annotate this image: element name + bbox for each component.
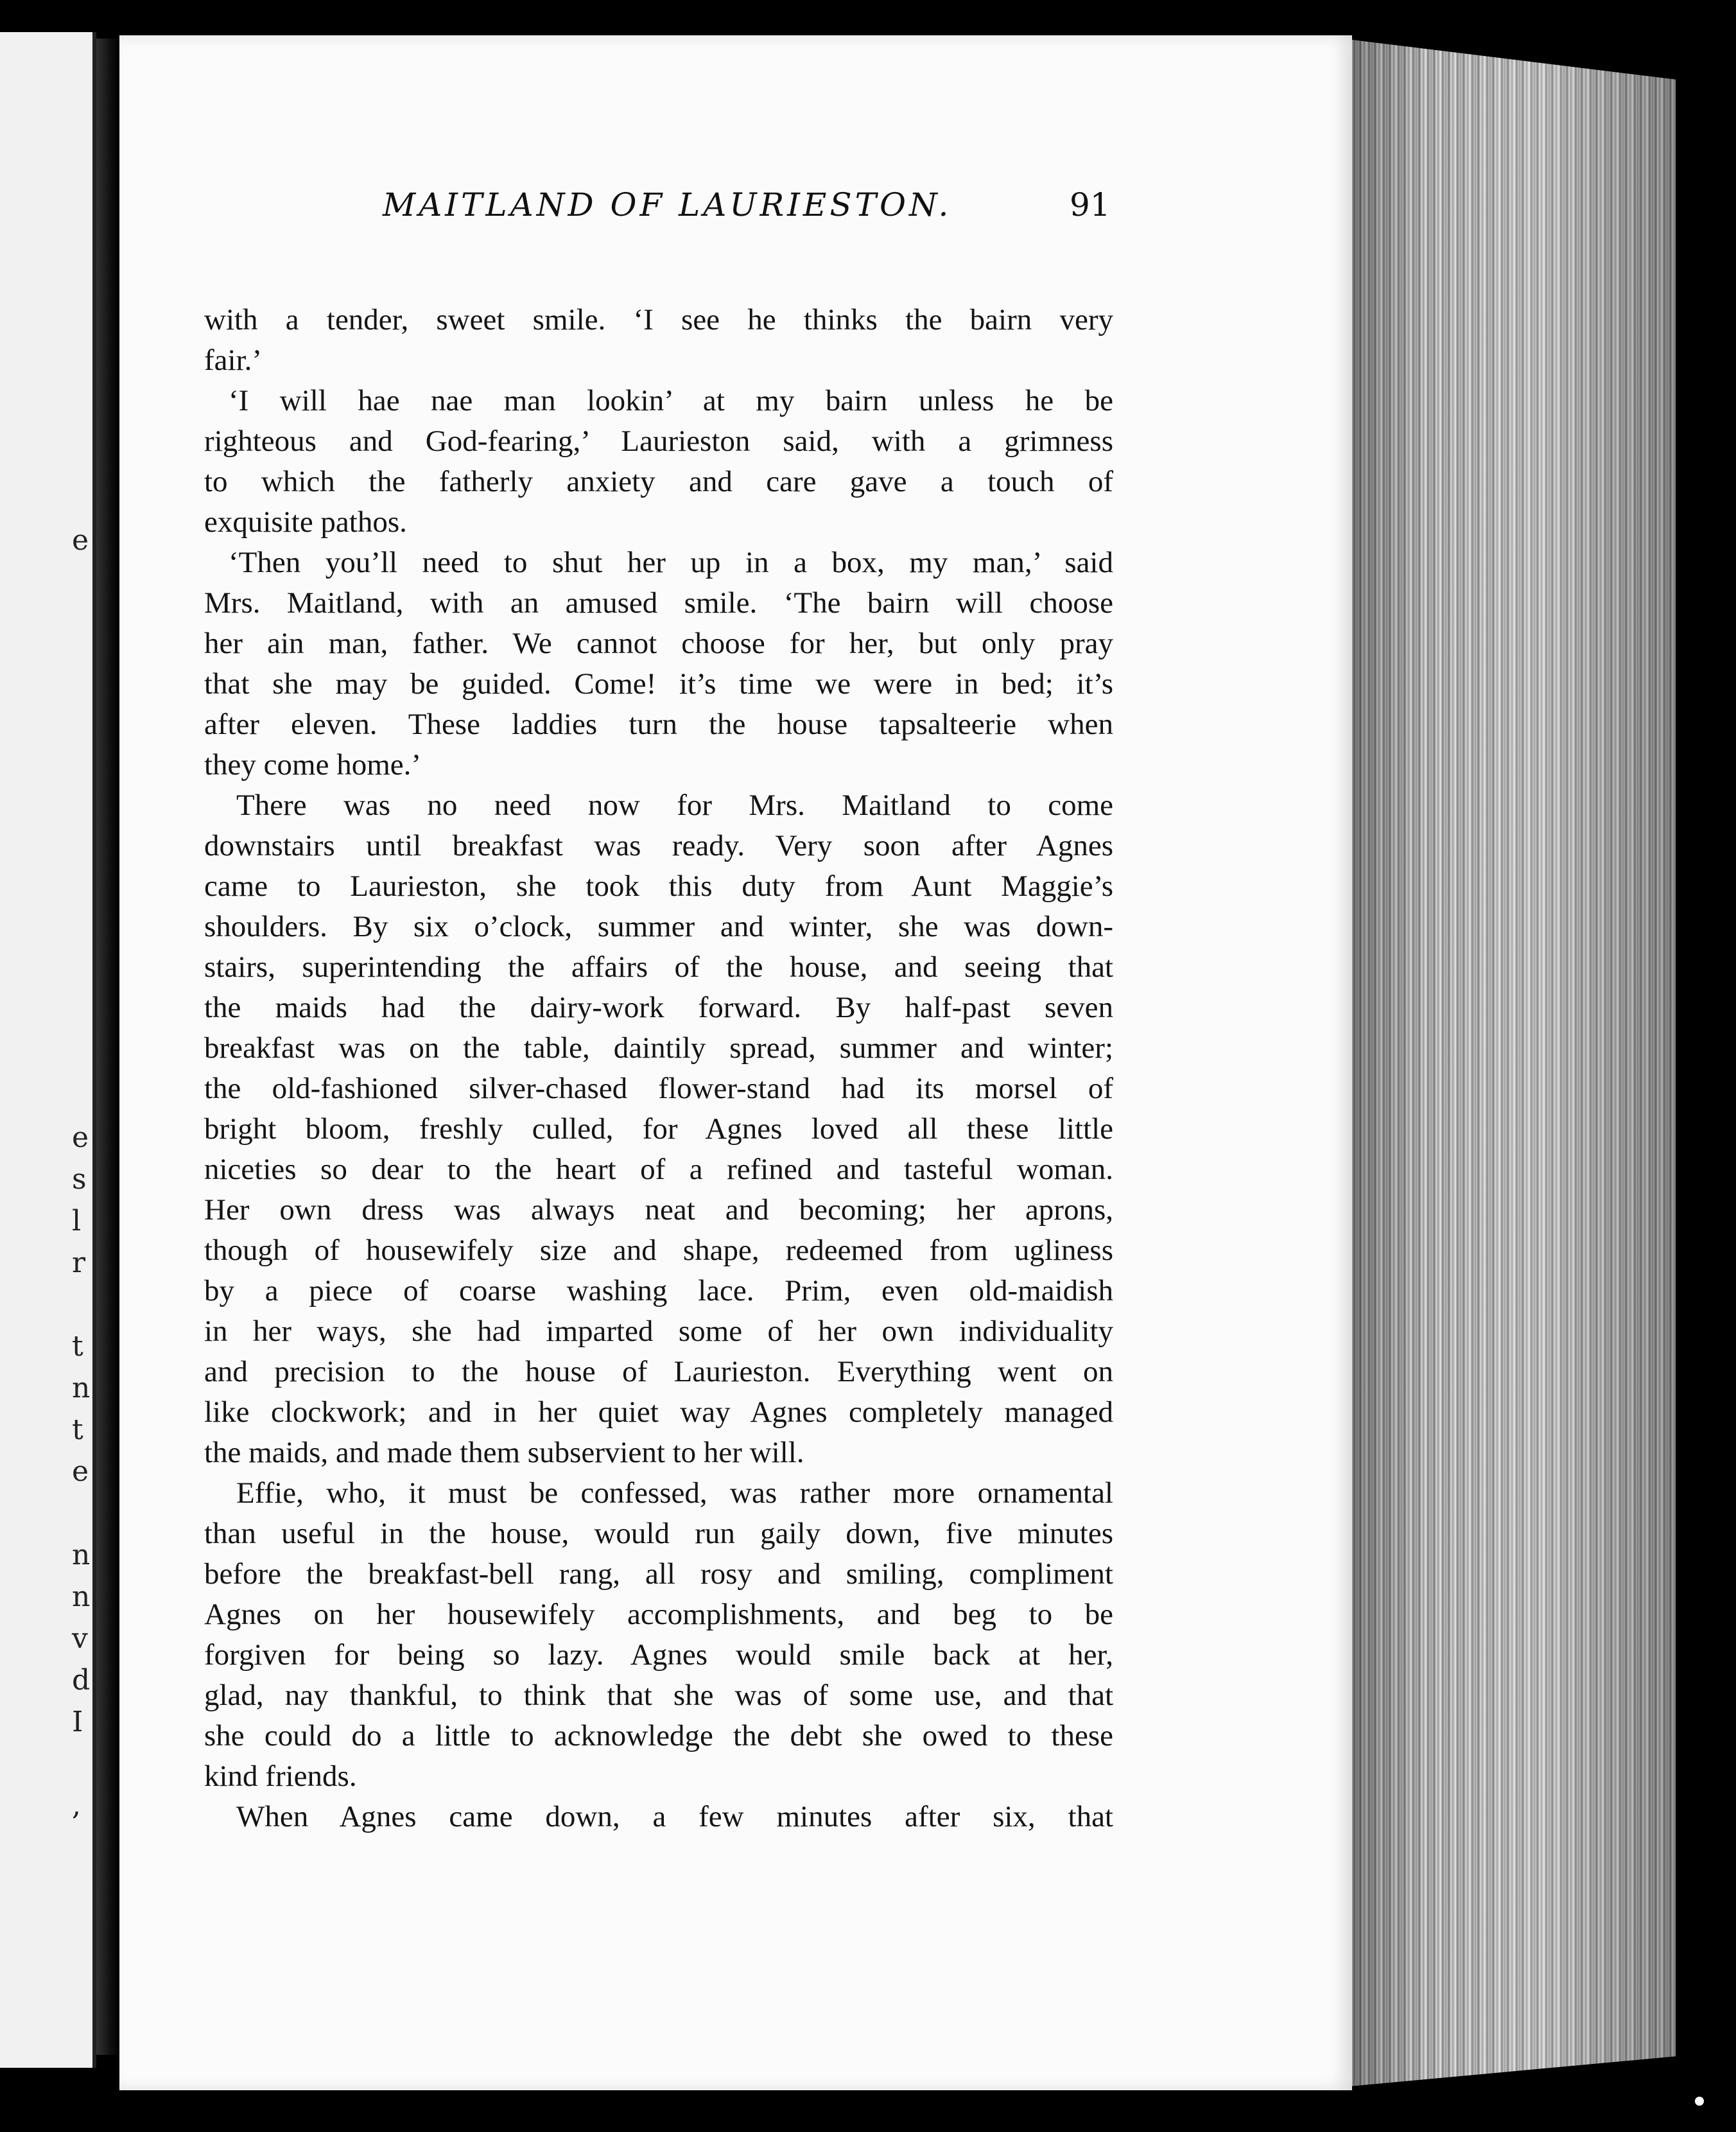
text-line: Agnes on her housewifely accomplishments, and beg to be	[204, 1598, 1113, 1631]
margin-fragment: t	[72, 1330, 83, 1363]
text-line: forgiven for being so lazy. Agnes would smile back at her,	[204, 1638, 1113, 1672]
margin-fragment: n	[72, 1372, 91, 1404]
page-number: 91	[1070, 186, 1111, 223]
text-line: they come home.’	[204, 748, 422, 782]
margin-fragment: v	[72, 1622, 88, 1655]
text-line: she could do a little to acknowledge the debt she owed to these	[204, 1719, 1113, 1752]
text-line: the old-fashioned silver-chased flower-stand had its morsel of	[204, 1072, 1113, 1105]
text-line: niceties so dear to the heart of a refined and tasteful woman.	[204, 1153, 1113, 1186]
margin-fragment: t	[72, 1413, 83, 1446]
margin-fragment: I	[72, 1706, 83, 1738]
text-line: the maids had the dairy-work forward. By half-past seven	[204, 991, 1113, 1024]
text-line: ‘Then you’ll need to shut her up in a box, my man,’ said	[229, 546, 1113, 579]
text-line: than useful in the house, would run gaily down, five minutes	[204, 1517, 1113, 1550]
text-line: came to Laurieston, she took this duty from Aunt Maggie’s	[204, 869, 1113, 903]
page-header	[119, 186, 1352, 238]
text-line: by a piece of coarse washing lace. Prim, even old-maidish	[204, 1274, 1113, 1307]
text-line: breakfast was on the table, daintily spread, summer and winter;	[204, 1031, 1113, 1065]
margin-fragment: e	[72, 1455, 89, 1488]
margin-fragment: l	[72, 1205, 82, 1237]
text-line: righteous and God-fearing,’ Laurieston said, with a grimness	[204, 424, 1113, 458]
text-line: that she may be guided. Come! it’s time we were in bed; it’s	[204, 667, 1113, 701]
text-line: her ain man, father. We cannot choose for her, but only pray	[204, 627, 1113, 660]
running-title: MAITLAND OF LAURIESTON.	[383, 186, 952, 223]
text-line: ‘I will hae nae man lookin’ at my bairn unless he be	[229, 384, 1113, 417]
scan-speck	[1695, 2097, 1704, 2106]
margin-fragment: n	[72, 1539, 91, 1571]
body-text	[204, 300, 1113, 1837]
text-line: There was no need now for Mrs. Maitland to come	[236, 789, 1113, 822]
page-stack-shadow	[1342, 39, 1676, 2087]
previous-page-edge	[0, 32, 96, 2068]
text-line: after eleven. These laddies turn the house tapsalteerie when	[204, 708, 1113, 741]
text-line: glad, nay thankful, to think that she was of some use, and that	[204, 1679, 1113, 1712]
margin-fragment: ,	[72, 1789, 81, 1822]
text-line: shoulders. By six o’clock, summer and winter, she was down-	[204, 910, 1113, 943]
text-line: before the breakfast-bell rang, all rosy and smiling, compliment	[204, 1557, 1113, 1591]
text-line: downstairs until breakfast was ready. Very soon after Agnes	[204, 829, 1113, 862]
margin-fragment: e	[72, 524, 89, 557]
text-line: in her ways, she had imparted some of her own individuality	[204, 1315, 1113, 1348]
text-line: the maids, and made them subservient to her will.	[204, 1436, 804, 1469]
text-line: Her own dress was always neat and becoming; her aprons,	[204, 1193, 1113, 1227]
text-line: fair.’	[204, 344, 263, 377]
book-gutter	[96, 39, 119, 2055]
text-line: with a tender, sweet smile. ‘I see he thinks the bairn very	[204, 303, 1113, 336]
text-line: stairs, superintending the affairs of the house, and seeing that	[204, 950, 1113, 984]
text-line: though of housewifely size and shape, redeemed from ugliness	[204, 1234, 1113, 1267]
margin-fragment: n	[72, 1580, 91, 1613]
margin-fragment: s	[72, 1163, 87, 1196]
book-page	[119, 35, 1352, 2090]
text-line: bright bloom, freshly culled, for Agnes loved all these little	[204, 1112, 1113, 1146]
text-line: to which the fatherly anxiety and care gave a touch of	[204, 465, 1113, 498]
text-line: and precision to the house of Laurieston. Everything went on	[204, 1355, 1113, 1388]
text-line: like clockwork; and in her quiet way Agnes completely managed	[204, 1395, 1113, 1429]
margin-fragment: d	[72, 1664, 91, 1697]
text-line: kind friends.	[204, 1760, 357, 1793]
margin-fragment: e	[72, 1121, 89, 1154]
margin-fragment: r	[72, 1246, 86, 1279]
text-line: Effie, who, it must be confessed, was rather more ornamental	[236, 1476, 1113, 1510]
text-line: exquisite pathos.	[204, 505, 407, 539]
text-line: When Agnes came down, a few minutes after six, that	[236, 1800, 1113, 1833]
text-line: Mrs. Maitland, with an amused smile. ‘The bairn will choose	[204, 586, 1113, 620]
